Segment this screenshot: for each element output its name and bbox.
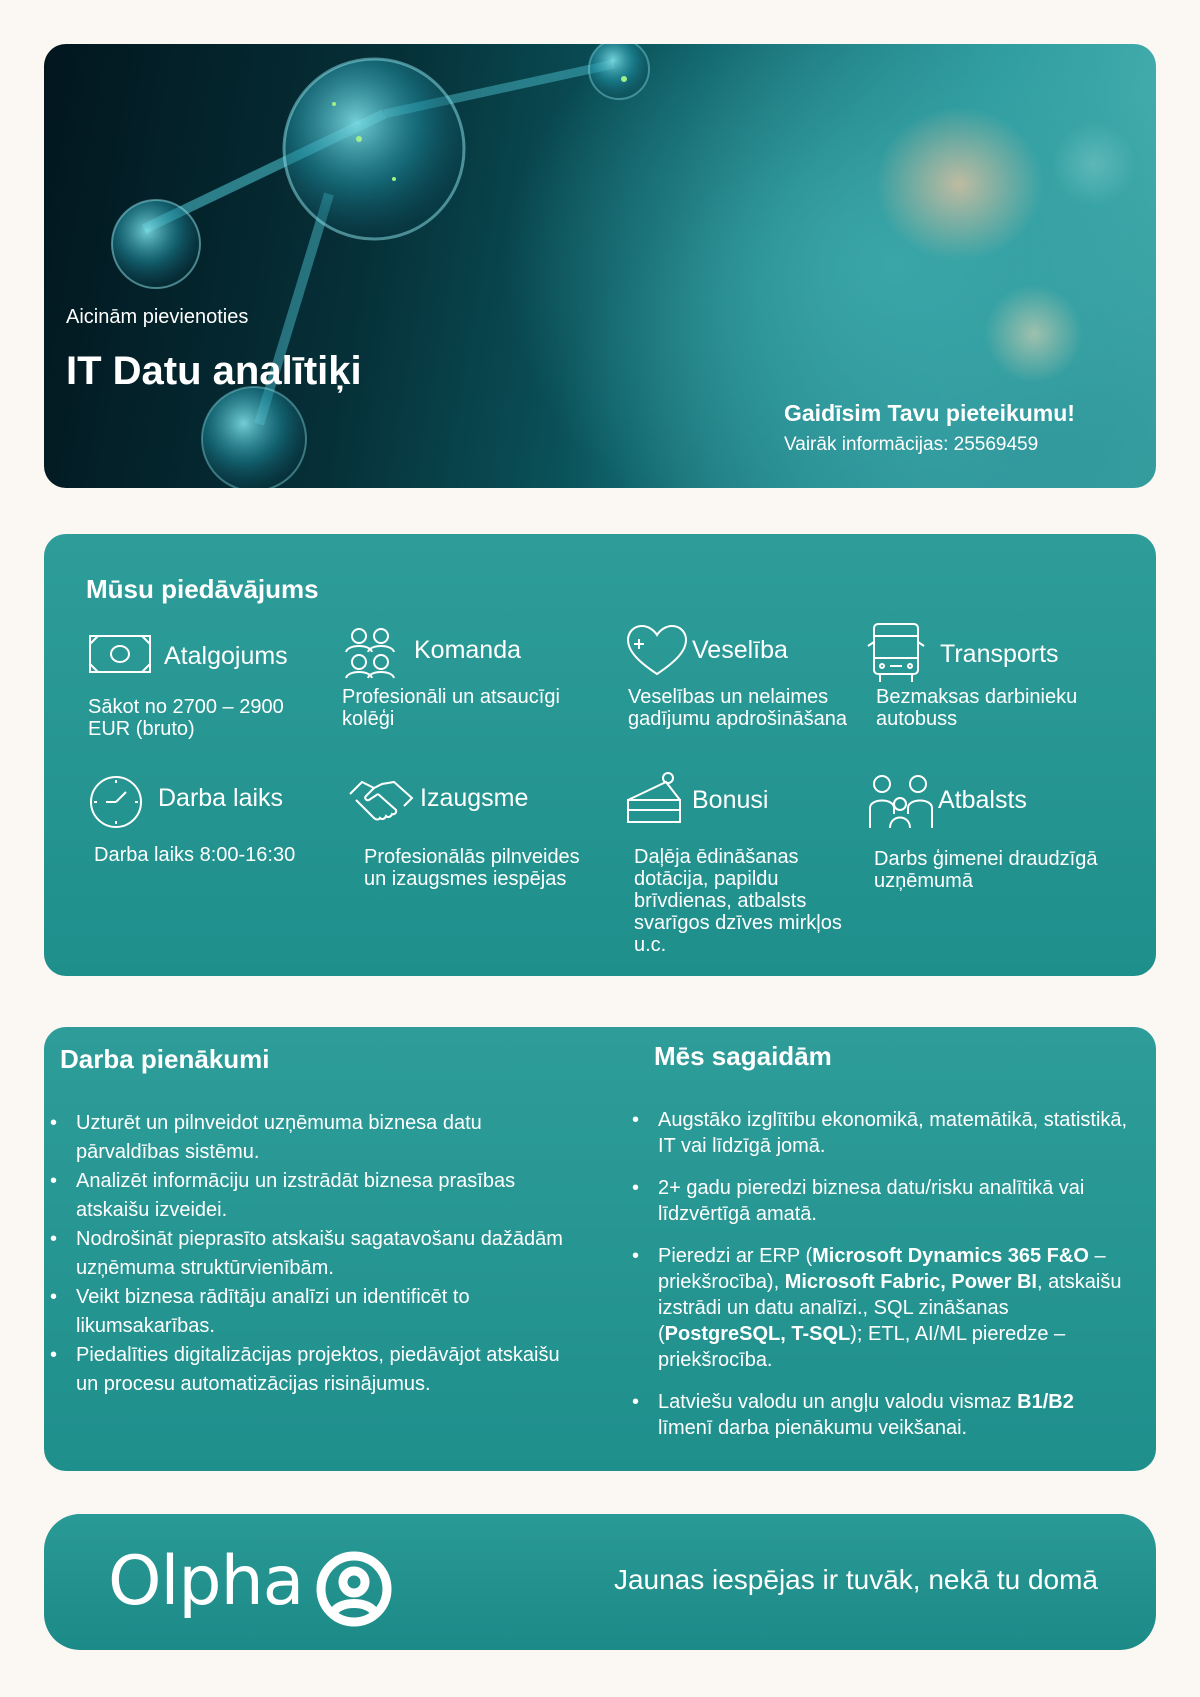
duty-item: • Analizēt informāciju un izstrādāt biznesa prasības atskaišu izveidei. bbox=[50, 1167, 580, 1225]
clock-icon bbox=[88, 774, 144, 830]
benefit-label: Transports bbox=[940, 640, 1059, 668]
requirement-emphasis: B1/B2 bbox=[1017, 1391, 1074, 1413]
requirement-text: 2+ gadu pieredzi biznesa datu/risku analītikā vai līdzvērtīgā amatā. bbox=[658, 1177, 1085, 1225]
banknote-icon bbox=[88, 630, 152, 678]
requirement-item bbox=[632, 1243, 1132, 1373]
duty-item: • Piedalīties digitalizācijas projektos, piedāvājot atskaišu un procesu automatizācijas risinājumus. bbox=[50, 1341, 580, 1399]
requirement-item bbox=[632, 1175, 1132, 1227]
benefit-label: Komanda bbox=[414, 636, 522, 664]
hero-banner bbox=[44, 44, 1156, 488]
footer-banner bbox=[44, 1514, 1156, 1650]
cta-text: Gaidīsim Tavu pieteikumu! bbox=[784, 400, 1075, 426]
brand-logo-text: Olpha bbox=[108, 1542, 304, 1621]
benefit-desc: Veselības un nelaimes gadījumu apdrošināšana bbox=[628, 686, 848, 730]
benefit-label: Atalgojums bbox=[164, 642, 288, 670]
benefit-label: Veselība bbox=[692, 636, 788, 664]
duty-item: • Nodrošināt pieprasīto atskaišu sagatavošanu dažādām uzņēmuma struktūrvienībām. bbox=[50, 1225, 580, 1283]
duty-item: • Veikt biznesa rādītāju analīzi un identificēt to likumsakarības. bbox=[50, 1283, 580, 1341]
benefit-label: Bonusi bbox=[692, 786, 769, 814]
benefit-desc: Profesionālās pilnveides un izaugsmes iespējas bbox=[364, 846, 580, 890]
requirement-text: Pieredzi ar ERP ( bbox=[658, 1245, 813, 1267]
benefit-label: Darba laiks bbox=[158, 784, 284, 812]
slogan: Jaunas iespējas ir tuvāk, nekā tu domā bbox=[613, 1564, 1098, 1595]
requirements-title: Mēs sagaidām bbox=[654, 1041, 832, 1071]
duty-item: • Uzturēt un pilnveidot uzņēmuma biznesa datu pārvaldības sistēmu. bbox=[50, 1109, 580, 1167]
job-title: IT Datu analītiķi bbox=[66, 349, 362, 393]
requirement-text: , atskaišu izstrādi un datu analīzi., SQL zināšanas ( bbox=[658, 1271, 1122, 1345]
benefit-desc: Profesionāli un atsaucīgi kolēģi bbox=[342, 686, 560, 730]
family-icon bbox=[868, 774, 934, 830]
requirement-emphasis: Microsoft Fabric, Power BI bbox=[784, 1271, 1037, 1293]
benefit-label: Izaugsme bbox=[420, 784, 529, 812]
benefit-desc: Daļēja ēdināšanas dotācija, papildu brīvdienas, atbalsts svarīgos dzīves mirkļos u.c. bbox=[634, 846, 842, 956]
contact-info: Vairāk informācijas: 25569459 bbox=[784, 434, 1039, 455]
offer-section bbox=[44, 534, 1156, 976]
duties-section bbox=[44, 1027, 1156, 1471]
benefit-desc: Sākot no 2700 – 2900 EUR (bruto) bbox=[88, 696, 284, 740]
benefit-desc: Darba laiks 8:00-16:30 bbox=[94, 844, 296, 866]
brand-logo-icon bbox=[315, 1550, 393, 1628]
heart-plus-icon bbox=[626, 624, 688, 676]
requirement-text: ); ETL, AI/ML pieredze – priekšrocība. bbox=[658, 1323, 1066, 1371]
requirement-emphasis: Microsoft Dynamics 365 F&O bbox=[812, 1245, 1089, 1267]
team-icon bbox=[342, 624, 398, 680]
bus-icon bbox=[866, 622, 926, 684]
handshake-icon bbox=[348, 774, 414, 830]
hero-kicker: Aicinām pievienoties bbox=[66, 306, 249, 328]
benefit-desc: Darbs ģimenei draudzīgā uzņēmumā bbox=[874, 848, 1098, 892]
requirement-item bbox=[632, 1107, 1132, 1159]
duties-list bbox=[50, 1109, 580, 1399]
duties-title: Darba pienākumi bbox=[60, 1044, 270, 1074]
requirement-text: – priekšrocība), bbox=[658, 1245, 1106, 1293]
cake-icon bbox=[626, 770, 682, 826]
offer-title: Mūsu piedāvājums bbox=[86, 574, 319, 604]
requirement-item bbox=[632, 1389, 1132, 1441]
benefit-desc: Bezmaksas darbinieku autobuss bbox=[876, 686, 1078, 730]
benefit-label: Atbalsts bbox=[938, 786, 1027, 814]
requirements-list bbox=[632, 1107, 1132, 1457]
requirement-text: Latviešu valodu un angļu valodu vismaz bbox=[658, 1391, 1018, 1413]
requirement-text: līmenī darba pienākumu veikšanai. bbox=[658, 1417, 968, 1439]
requirement-text: Augstāko izglītību ekonomikā, matemātikā, statistikā, IT vai līdzīgā jomā. bbox=[658, 1109, 1128, 1157]
requirement-emphasis: PostgreSQL, T-SQL bbox=[664, 1323, 851, 1345]
